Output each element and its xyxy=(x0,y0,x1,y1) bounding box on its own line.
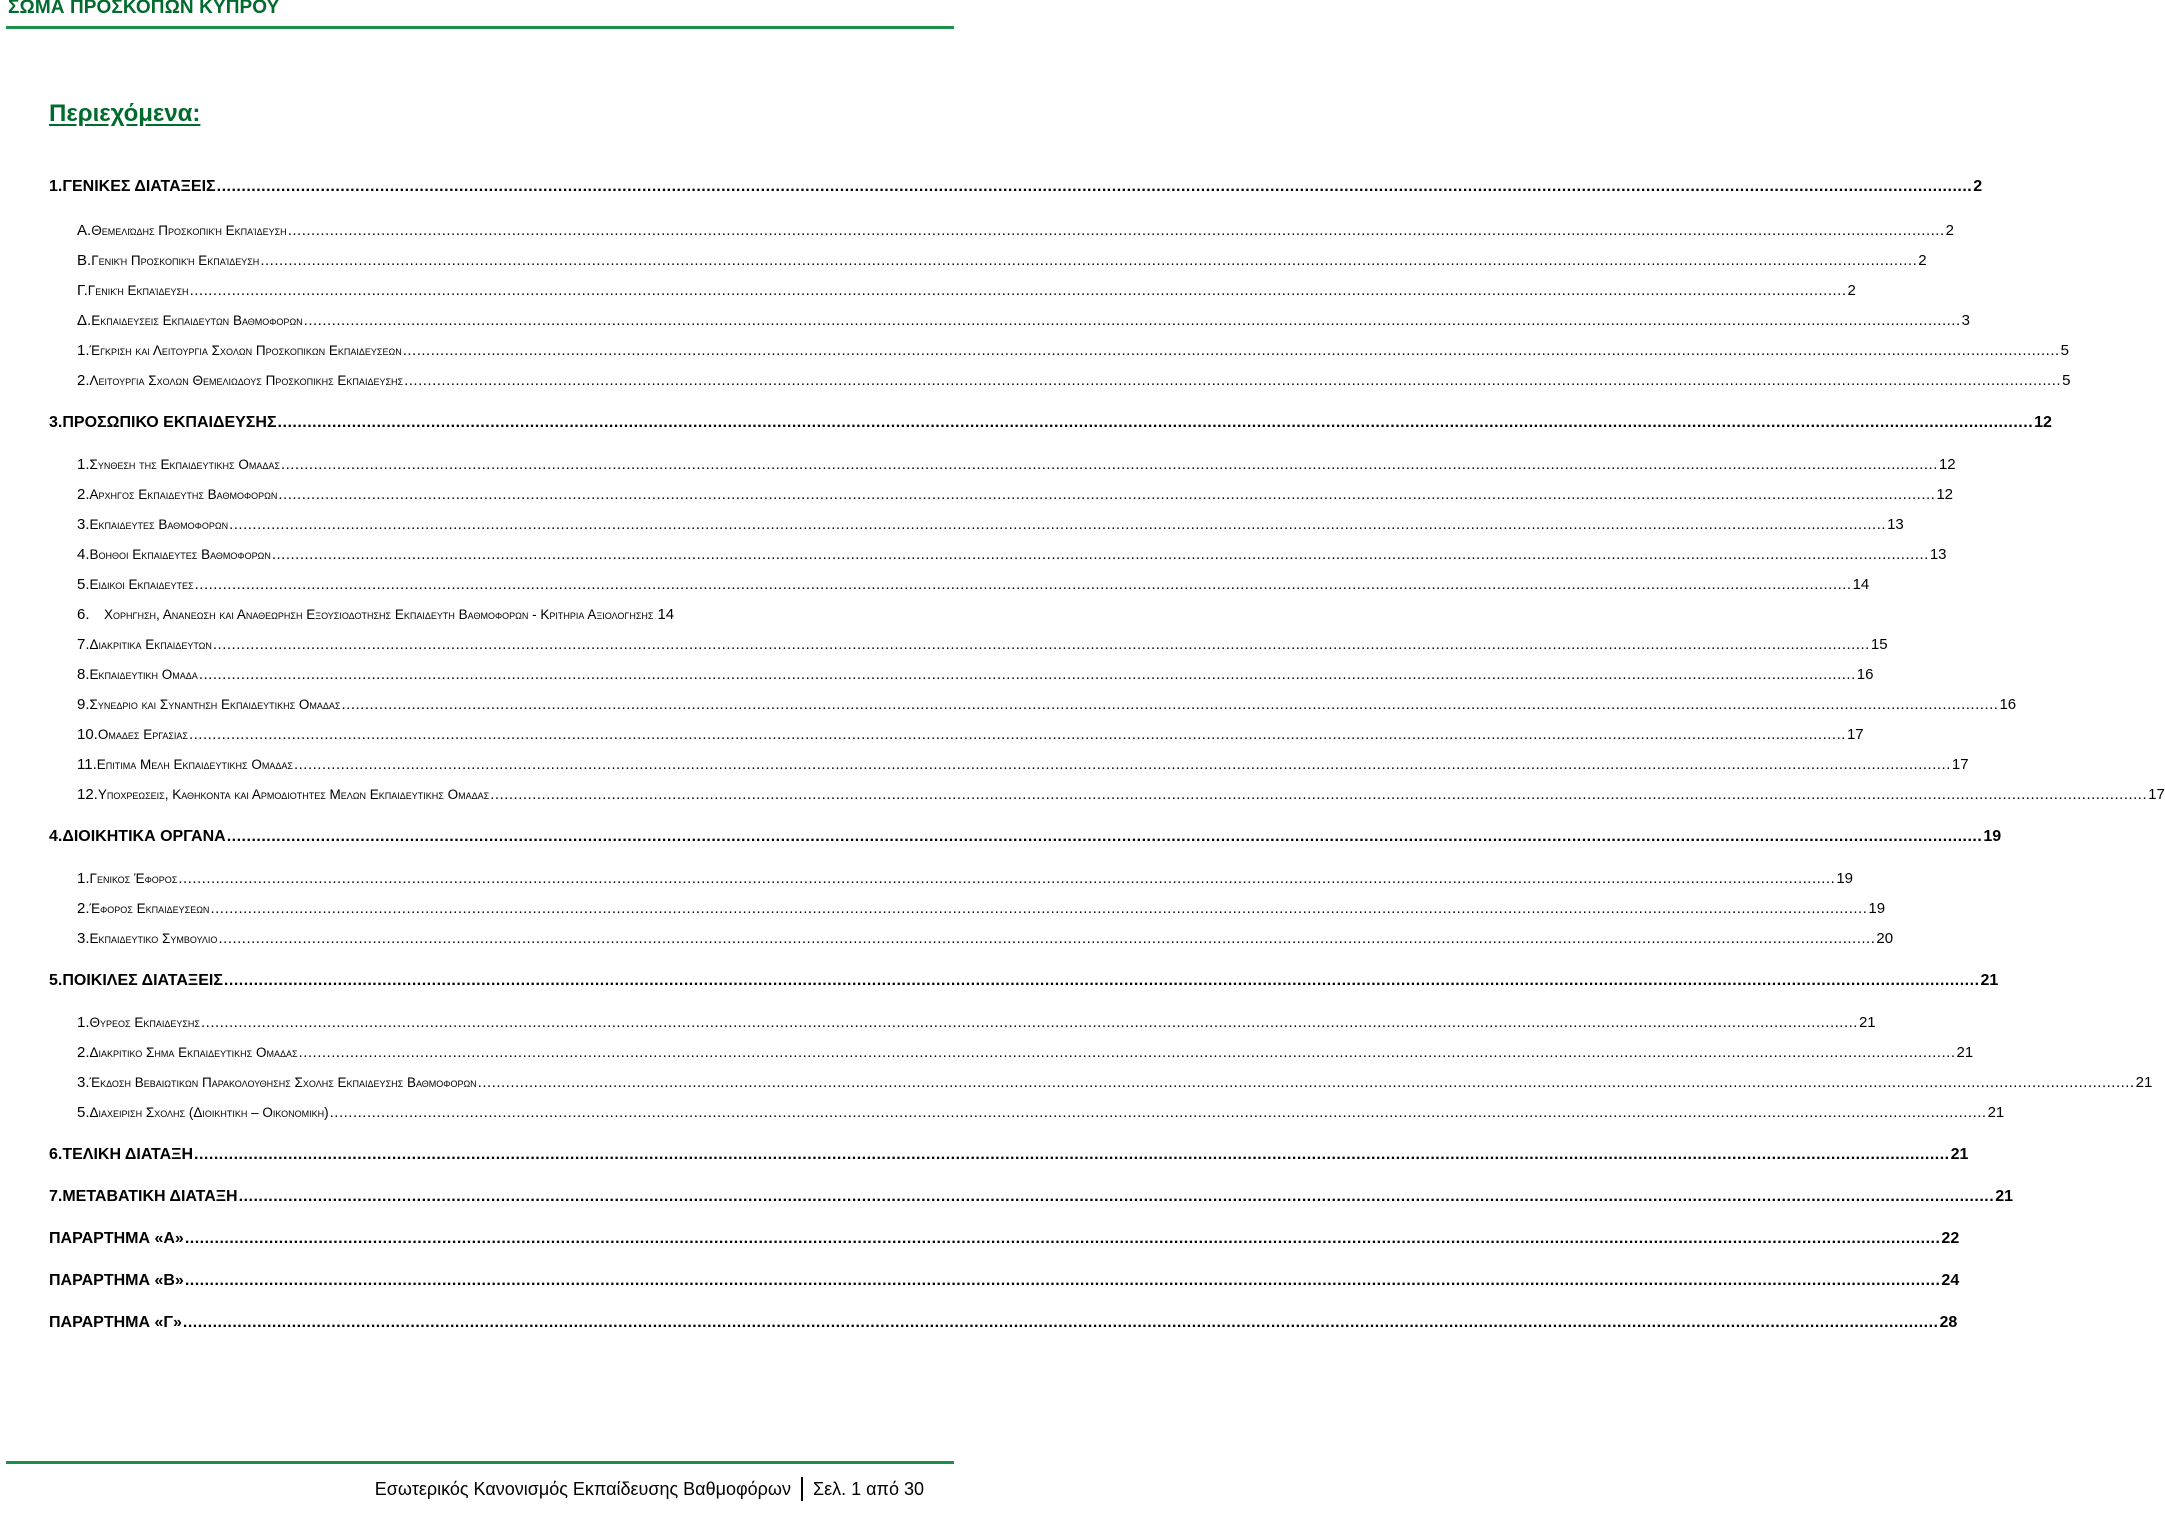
toc-entry-page: 21 xyxy=(1956,1044,1974,1061)
toc-dot-leader xyxy=(227,828,1983,846)
toc-entry-title: Συνεδριο και Συναντηση Εκπαιδευτικης Ομαδας xyxy=(89,697,341,712)
toc-entry-page: 2 xyxy=(1918,252,1927,269)
toc-entry-title: Ομαδες Εργασιας xyxy=(97,727,188,742)
toc-entry-number: 3. xyxy=(77,1074,90,1091)
toc-entry[interactable] xyxy=(77,222,1954,246)
toc-dot-leader xyxy=(201,1014,1858,1031)
toc-entry-page: 12 xyxy=(1938,456,1956,473)
toc-entry-title: ΠΑΡΑΡΤΗΜΑ «Γ» xyxy=(49,1314,182,1331)
toc-dot-leader xyxy=(281,456,1938,473)
toc-entry-page: 3 xyxy=(1961,312,1970,329)
toc-dot-leader xyxy=(224,972,1980,990)
footer-document-title: Εσωτερικός Κανονισμός Εκπαίδευσης Βαθμοφόρων xyxy=(374,1478,791,1499)
toc-entry[interactable] xyxy=(77,756,1969,780)
toc-entry[interactable] xyxy=(77,372,2071,396)
toc-dot-leader xyxy=(210,900,1867,917)
toc-entry-page: 12 xyxy=(1936,486,1954,503)
toc-entry-title: Επιτιμα Μελη Εκπαιδευτικης Ομαδας xyxy=(96,757,293,772)
toc-entry[interactable] xyxy=(77,486,1954,510)
toc-entry-number: 1. xyxy=(49,178,63,195)
toc-entry[interactable] xyxy=(77,546,1947,570)
toc-entry[interactable] xyxy=(77,786,2165,810)
toc-dot-leader xyxy=(178,870,1835,887)
toc-entry[interactable] xyxy=(49,178,1983,202)
toc-entry-title: Γενική Προσκοπική Εκπαίδευση xyxy=(91,253,260,268)
footer-page-number: Σελ. 1 από 30 xyxy=(812,1478,924,1499)
toc-entry[interactable] xyxy=(77,576,1870,600)
toc-dot-leader xyxy=(199,666,1856,683)
toc-entry-title: Εκπαιδευτες Βαθμοφορων xyxy=(89,517,229,532)
toc-entry[interactable] xyxy=(49,1314,1958,1338)
toc-entry-title: Διαχειριση Σχολης (Διοικητικη – Οικονομικη) xyxy=(89,1105,329,1120)
toc-entry-number: 12. xyxy=(77,786,98,803)
toc-entry-number: 1. xyxy=(77,342,90,359)
toc-entry-title: Βοηθοι Εκπαιδευτες Βαθμοφορων xyxy=(89,547,271,562)
toc-entry-number: 11. xyxy=(77,756,97,773)
toc-heading: Περιεχόμενα: xyxy=(49,100,201,127)
toc-dot-leader xyxy=(190,282,1847,299)
toc-entry-number: 3. xyxy=(77,930,90,947)
toc-entry-page: 14 xyxy=(1852,576,1870,593)
toc-entry[interactable] xyxy=(77,516,1904,540)
toc-entry-number: 4. xyxy=(77,546,90,563)
toc-dot-leader xyxy=(218,930,1875,947)
footer-divider xyxy=(6,1461,954,1464)
toc-entry-page: 19 xyxy=(1836,870,1853,887)
toc-entry-title: Θεμελιώδης Προσκοπική Εκπαίδευση xyxy=(91,223,287,238)
toc-entry[interactable] xyxy=(77,930,1894,954)
toc-entry-title: Χορηγηση, Ανανεωση και Αναθεωρηση Εξουσιοδοτησης Εκπαιδευτη Βαθμοφορων - Κριτηρια Αξιολογησης xyxy=(104,607,654,622)
toc-entry-number: 6. xyxy=(49,1146,63,1163)
toc-dot-leader xyxy=(239,1188,1995,1206)
toc-entry-title: Γενική Εκπαίδευση xyxy=(87,283,189,298)
toc-entry[interactable] xyxy=(77,1104,2005,1128)
toc-entry-title: ΜΕΤΑΒΑΤΙΚΗ ΔΙΑΤΑΞΗ xyxy=(62,1188,238,1205)
toc-entry-title: ΓΕΝΙΚΕΣ ΔΙΑΤΑΞΕΙΣ xyxy=(62,178,216,195)
toc-dot-leader xyxy=(490,786,2147,803)
toc-entry-page: 15 xyxy=(1870,636,1888,653)
toc-entry-page: 5 xyxy=(2062,372,2071,389)
toc-entry-title: Εκπαιδευσεις Εκπαιδευτων Βαθμοφορων xyxy=(91,313,303,328)
toc-entry-number: 2. xyxy=(77,900,90,917)
toc-entry-number: 1. xyxy=(77,870,90,887)
toc-entry[interactable] xyxy=(49,1146,1969,1170)
toc-entry-number: 7. xyxy=(77,636,90,653)
toc-entry-number: 1. xyxy=(77,456,90,473)
toc-dot-leader xyxy=(278,486,1935,503)
toc-entry-title: ΤΕΛΙΚΗ ΔΙΑΤΑΞΗ xyxy=(62,1146,194,1163)
toc-entry-title: Λειτουργια Σχολων Θεμελιωδους Προσκοπικης Εκπαιδευσης xyxy=(89,373,404,388)
toc-entry-page: 2 xyxy=(1847,282,1856,299)
toc-entry-number: Β. xyxy=(77,252,92,269)
toc-entry-page: 21 xyxy=(1950,1146,1969,1163)
toc-entry-page: 24 xyxy=(1941,1272,1960,1289)
toc-entry-page: 28 xyxy=(1939,1314,1958,1331)
toc-entry[interactable] xyxy=(49,828,2002,852)
toc-entry-number: 2. xyxy=(77,486,90,503)
toc-entry-number: Δ. xyxy=(77,312,92,329)
toc-entry[interactable] xyxy=(77,1074,2153,1098)
toc-dot-leader xyxy=(194,1146,1950,1164)
toc-dot-leader xyxy=(183,1314,1939,1332)
toc-dot-leader xyxy=(294,756,1951,773)
toc-dot-leader xyxy=(272,546,1929,563)
toc-dot-leader xyxy=(403,342,2060,359)
toc-entry[interactable] xyxy=(77,456,1956,480)
toc-entry-number: Α. xyxy=(77,222,92,239)
toc-entry-number: 8. xyxy=(77,666,90,683)
toc-entry-title: Έφορος Εκπαιδευσεων xyxy=(89,901,210,916)
toc-dot-leader xyxy=(478,1074,2135,1091)
toc-dot-leader xyxy=(304,312,1961,329)
organization-title: ΣΩΜΑ ΠΡΟΣΚΟΠΩΝ ΚΥΠΡΟΥ xyxy=(8,0,280,18)
toc-dot-leader xyxy=(189,726,1846,743)
toc-entry-title: Εκπαιδευτικη Ομαδα xyxy=(89,667,198,682)
toc-entry-number: 3. xyxy=(49,414,63,431)
toc-entry[interactable] xyxy=(49,1272,1960,1296)
toc-entry-number: 2. xyxy=(77,1044,90,1061)
toc-entry[interactable] xyxy=(77,1014,1876,1038)
toc-entry-page: 17 xyxy=(2148,786,2165,803)
toc-entry[interactable] xyxy=(49,972,1999,996)
toc-entry-number: 1. xyxy=(77,1014,90,1031)
toc-entry-page: 21 xyxy=(1980,972,1999,989)
toc-entry-title: Έκδοση Βεβαιωτικων Παρακολουθησης Σχολης Εκπαιδευσης Βαθμοφορων xyxy=(89,1075,477,1090)
toc-entry[interactable] xyxy=(77,312,1970,336)
toc-dot-leader xyxy=(185,1272,1941,1290)
toc-entry-number: 7. xyxy=(49,1188,63,1205)
toc-entry-page: 21 xyxy=(1995,1188,2013,1205)
toc-entry-title: Υποχρεωσεις, Καθηκοντα και Αρμοδιοτητες Μελων Εκπαιδευτικης Ομαδας xyxy=(97,787,490,802)
toc-entry-title: Ειδικοι Εκπαιδευτες xyxy=(89,577,194,592)
toc-entry[interactable] xyxy=(77,900,1886,924)
page-footer xyxy=(375,1477,924,1501)
toc-dot-leader xyxy=(278,414,2034,432)
toc-entry[interactable] xyxy=(77,696,2017,720)
toc-entry-title: Γενικος Έφορος xyxy=(89,871,178,886)
toc-entry-number: 2. xyxy=(77,372,90,389)
toc-entry-page: 22 xyxy=(1941,1230,1960,1247)
toc-dot-leader xyxy=(299,1044,1956,1061)
toc-entry[interactable] xyxy=(77,1044,1974,1068)
toc-entry-title: Εκπαιδευτικο Συμβουλιο xyxy=(89,931,218,946)
toc-entry-page: 16 xyxy=(1999,696,2017,713)
toc-entry-page: 5 xyxy=(2060,342,2070,359)
toc-entry-page: 19 xyxy=(1868,900,1886,917)
toc-entry-title: Θυρεος Εκπαιδευσης xyxy=(89,1015,200,1030)
toc-entry-page: 21 xyxy=(2135,1074,2153,1091)
toc-entry[interactable] xyxy=(77,282,1856,306)
toc-entry-title: ΔΙΟΙΚΗΤΙΚΑ ΟΡΓΑΝΑ xyxy=(62,828,226,845)
toc-entry-page: 13 xyxy=(1929,546,1947,563)
toc-dot-leader xyxy=(213,636,1870,653)
toc-entry-number: 6. xyxy=(77,606,90,623)
toc-entry-title: ΠΑΡΑΡΤΗΜΑ «Α» xyxy=(49,1230,184,1247)
toc-entry[interactable] xyxy=(77,606,897,630)
toc-entry-title: Έγκριση και Λειτουργια Σχολων Προσκοπικων Εκπαιδευσεων xyxy=(89,343,402,358)
toc-dot-leader xyxy=(260,252,1917,269)
toc-dot-leader xyxy=(217,178,1973,196)
toc-entry-number: 10. xyxy=(77,726,98,743)
toc-entry-title: Διακριτικα Εκπαιδευτων xyxy=(89,637,212,652)
toc-entry-title: Διακριτικο Σημα Εκπαιδευτικης Ομαδας xyxy=(89,1045,298,1060)
toc-entry[interactable] xyxy=(77,252,1927,276)
toc-entry-number: 5. xyxy=(77,1104,90,1121)
toc-entry-number: 4. xyxy=(49,828,63,845)
toc-dot-leader xyxy=(185,1230,1941,1248)
toc-entry-page: 14 xyxy=(657,606,675,623)
toc-entry[interactable] xyxy=(77,726,1864,750)
toc-dot-leader xyxy=(195,576,1852,593)
toc-entry-title: ΠΡΟΣΩΠΙΚΟ ΕΚΠΑΙΔΕΥΣΗΣ xyxy=(62,414,277,431)
toc-dot-leader xyxy=(341,696,1998,713)
toc-dot-leader xyxy=(229,516,1886,533)
toc-entry[interactable] xyxy=(77,636,1888,660)
toc-entry-number: 5. xyxy=(77,576,90,593)
toc-entry-page: 17 xyxy=(1846,726,1864,743)
toc-entry-number: 5. xyxy=(49,972,63,989)
toc-entry-title: ΠΑΡΑΡΤΗΜΑ «Β» xyxy=(49,1272,184,1289)
toc-entry-number: 9. xyxy=(77,696,90,713)
toc-entry-page: 20 xyxy=(1876,930,1894,947)
toc-entry[interactable] xyxy=(77,870,1853,894)
toc-entry[interactable] xyxy=(49,1230,1960,1254)
toc-entry[interactable] xyxy=(77,666,1874,690)
toc-entry-page: 19 xyxy=(1983,828,2002,845)
toc-entry-page: 12 xyxy=(2034,414,2052,431)
toc-entry-page: 21 xyxy=(1858,1014,1876,1031)
toc-entry-page: 13 xyxy=(1887,516,1904,533)
toc-dot-leader xyxy=(404,372,2061,389)
toc-entry-page: 16 xyxy=(1856,666,1874,683)
toc-entry-title: ΠΟΙΚΙΛΕΣ ΔΙΑΤΑΞΕΙΣ xyxy=(62,972,223,989)
toc-entry-page: 2 xyxy=(1973,178,1983,195)
toc-entry[interactable] xyxy=(77,342,2070,366)
toc-entry-page: 17 xyxy=(1951,756,1969,773)
toc-entry[interactable] xyxy=(49,1188,2013,1212)
toc-entry-number: Γ. xyxy=(77,282,88,299)
toc-entry-page: 21 xyxy=(1987,1104,2005,1121)
toc-dot-leader xyxy=(330,1104,1987,1121)
toc-entry-page: 2 xyxy=(1945,222,1954,239)
toc-dot-leader xyxy=(288,222,1945,239)
toc-entry-number: 3. xyxy=(77,516,90,533)
toc-entry-title: Συνθεση της Εκπαιδευτικης Ομαδας xyxy=(89,457,280,472)
toc-entry[interactable] xyxy=(49,414,2052,438)
toc-entry-title: Αρχηγος Εκπαιδευτης Βαθμοφορων xyxy=(89,487,278,502)
